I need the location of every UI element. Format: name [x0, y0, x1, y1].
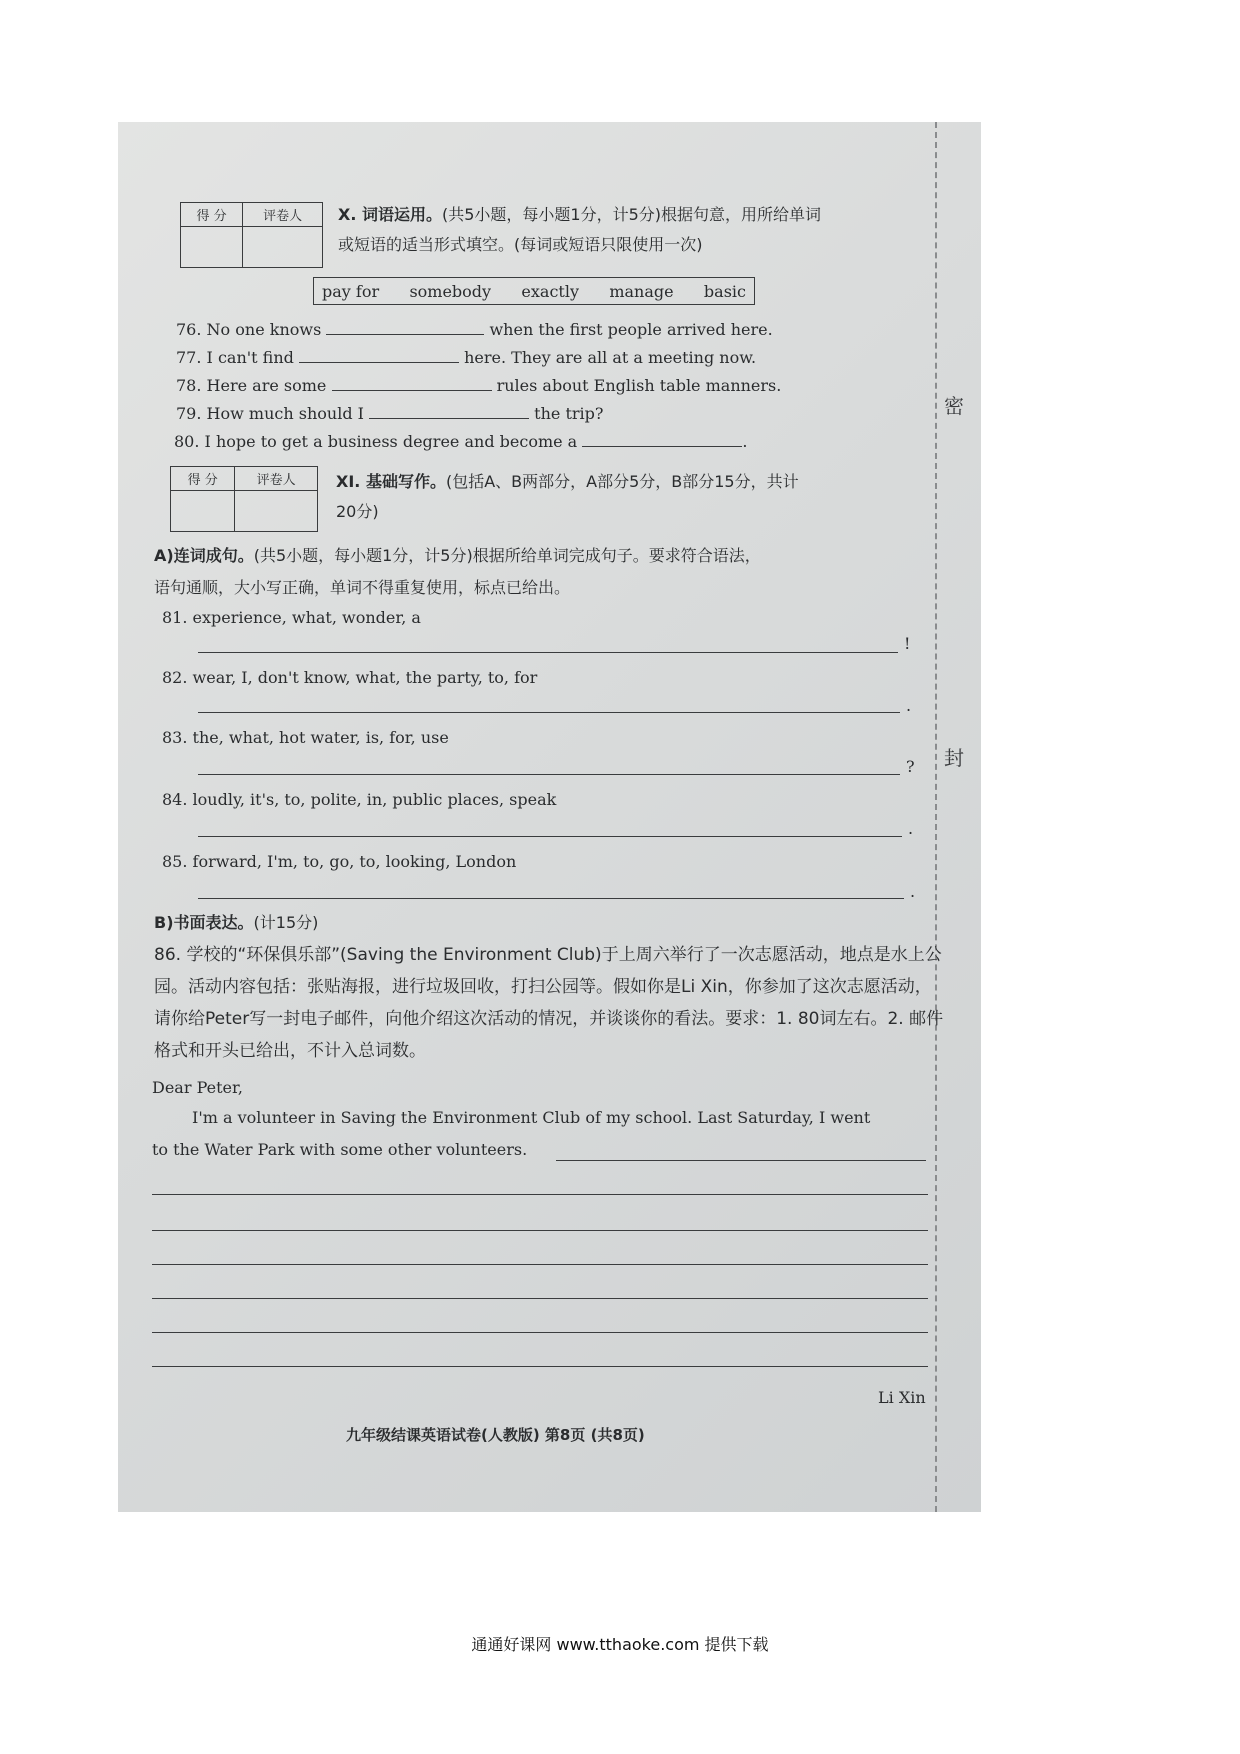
section10-title: X. 词语运用。 [338, 205, 442, 224]
score-box-section11 [170, 466, 318, 532]
binding-char-seal: 密 [944, 394, 964, 418]
letter-salutation: Dear Peter, [152, 1078, 243, 1097]
section10-instructions-2: 或短语的适当形式填空。(每词或短语只限使用一次) [338, 235, 703, 254]
end-punctuation: ! [904, 634, 911, 653]
question-80 [174, 432, 747, 451]
end-punctuation: . [910, 882, 916, 901]
question-text: when the first people arrived here. [489, 320, 773, 339]
writing-prompt: 86. 学校的“环保俱乐部”(Saving the Environment Club)于上周六举行了一次志愿活动，地点是水上公园。活动内容包括：张贴海报，进行垃圾回收，打扫公园等。假如你是Li Xin，你参加了这次志愿活动，请你给Peter写一封电子邮件，向他介绍这次活动的情况，并谈谈你的看法。要求：1. 80词左右。2. 邮件格式和开头已给出，不计入总词数。 [154, 945, 944, 1061]
question-text: I hope to get a business degree and become a [204, 432, 578, 451]
question-78 [176, 376, 781, 395]
grader-label: 评卷人 [235, 467, 318, 491]
question-84: 84. loudly, it's, to, polite, in, public places, speak [162, 790, 557, 809]
question-79 [176, 404, 603, 423]
section11-header [336, 467, 936, 527]
question-number: 78. [176, 376, 202, 395]
answer-blank[interactable] [299, 348, 459, 363]
answer-line[interactable] [198, 836, 902, 837]
grader-label: 评卷人 [243, 203, 323, 227]
answer-blank[interactable] [582, 432, 742, 447]
binding-char-close: 封 [944, 746, 964, 770]
writing-line[interactable] [152, 1230, 928, 1231]
word-bank-item: manage [609, 281, 674, 301]
question-82: 82. wear, I, don't know, what, the party, to, for [162, 668, 538, 687]
partA-header [154, 540, 954, 604]
letter-opening-1: I'm a volunteer in Saving the Environment Club of my school. Last Saturday, I went [192, 1108, 871, 1127]
end-punctuation: . [906, 696, 912, 715]
section11-title: XI. 基础写作。 [336, 472, 446, 491]
binding-line [935, 122, 937, 1512]
section10-header [338, 200, 928, 260]
partB-heading: B)书面表达。 [154, 913, 254, 932]
exam-page-photo [118, 122, 981, 1512]
question-number: 79. [176, 404, 202, 423]
question-text: . [742, 432, 748, 451]
partA-heading: A)连词成句。 [154, 546, 254, 565]
partA-instructions-1: (共5小题，每小题1分，计5分)根据所给单词完成句子。要求符合语法， [253, 546, 761, 565]
question-76 [176, 320, 773, 339]
word-bank [313, 277, 755, 305]
question-text: Here are some [206, 376, 327, 395]
score-label: 得 分 [181, 203, 243, 227]
score-label: 得 分 [171, 467, 235, 491]
question-text: here. They are all at a meeting now. [464, 348, 757, 367]
question-text: rules about English table manners. [496, 376, 782, 395]
section10-instructions-1: (共5小题，每小题1分，计5分)根据句意，用所给单词 [442, 205, 822, 224]
writing-line[interactable] [556, 1160, 926, 1161]
writing-line[interactable] [152, 1366, 928, 1367]
partA-instructions-2: 语句通顺，大小写正确，单词不得重复使用，标点已给出。 [154, 578, 571, 597]
grader-cell [243, 227, 323, 268]
section11-instructions-2: 20分) [336, 502, 379, 521]
question-number: 77. [176, 348, 202, 367]
page-footer: 九年级结课英语试卷(人教版) 第8页 (共8页) [346, 1426, 645, 1444]
score-cell [171, 491, 235, 532]
question-77 [176, 348, 756, 367]
writing-line[interactable] [152, 1298, 928, 1299]
letter-signature: Li Xin [878, 1388, 926, 1407]
question-number: 76. [176, 320, 202, 339]
question-83: 83. the, what, hot water, is, for, use [162, 728, 449, 747]
word-bank-item: somebody [409, 281, 492, 301]
letter-opening-2: to the Water Park with some other volunteers. [152, 1140, 528, 1159]
answer-line[interactable] [198, 774, 900, 775]
answer-line[interactable] [198, 652, 898, 653]
answer-line[interactable] [198, 898, 904, 899]
question-number: 80. [174, 432, 200, 451]
question-text: How much should I [206, 404, 364, 423]
answer-blank[interactable] [369, 404, 529, 419]
question-text: No one knows [206, 320, 322, 339]
question-text: I can't find [206, 348, 294, 367]
question-81: 81. experience, what, wonder, a [162, 608, 421, 627]
question-text: the trip? [534, 404, 604, 423]
question-85: 85. forward, I'm, to, go, to, looking, London [162, 852, 517, 871]
writing-line[interactable] [152, 1194, 928, 1195]
answer-line[interactable] [198, 712, 900, 713]
partB-points: (计15分) [253, 913, 319, 932]
site-footer: 通通好课网 www.tthaoke.com 提供下载 [471, 1635, 769, 1654]
grader-cell [235, 491, 318, 532]
end-punctuation: ? [906, 757, 915, 776]
word-bank-item: exactly [521, 281, 579, 301]
writing-line[interactable] [152, 1264, 928, 1265]
writing-line[interactable] [152, 1332, 928, 1333]
answer-blank[interactable] [326, 320, 484, 335]
score-cell [181, 227, 243, 268]
section11-instructions-1: (包括A、B两部分，A部分5分，B部分15分，共计 [445, 472, 799, 491]
answer-blank[interactable] [332, 376, 492, 391]
partB-header [154, 908, 654, 938]
end-punctuation: . [908, 819, 914, 838]
word-bank-item: basic [703, 281, 746, 301]
word-bank-item: pay for [322, 281, 380, 301]
score-box-section10 [180, 202, 323, 268]
